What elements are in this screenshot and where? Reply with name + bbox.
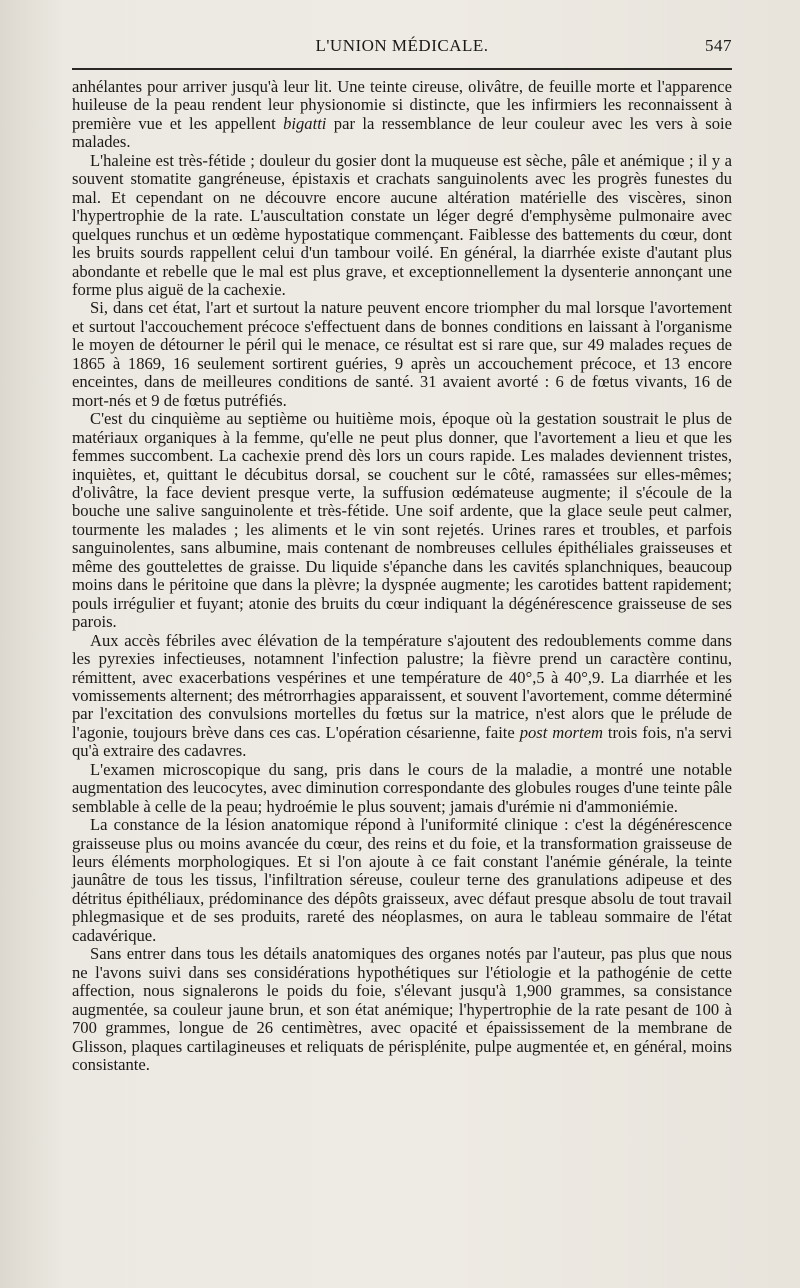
- italic-term: bigatti: [283, 113, 327, 133]
- running-head: [72, 36, 732, 62]
- paragraph-1: anhélantes pour arriver jusqu'à leur lit. Une teinte cireuse, olivâtre, de feuille morte et l'apparence huileuse de la peau rendent leur physionomie si distincte, que les infirmiers les reconnaissent à première vue et les appellent bigatti par la ressemblance de leur couleur avec les vers à soie malades.: [72, 77, 732, 152]
- paragraph-5: Aux accès fébriles avec élévation de la température s'ajoutent des redoublements comme dans les pyrexies infectieuses, notamnent l'infection palustre; la fièvre prend un caractère continu, rémittent, avec exacerbations vespérines et une température de 40°,5 à 40°,9. La diarrhée et les vomissements alternent; des métrorrhagies apparaissent, et souvent l'avortement, comme déterminé par l'excitation des convulsions mortelles du fœtus sur la matrice, n'est alors que le prélude de l'agonie, toujours brève dans ces cas. L'opération césarienne, faite post mortem trois fois, n'a servi qu'à extraire des cadavres.: [72, 630, 732, 761]
- article-body: [72, 78, 732, 1074]
- paragraph-4: C'est du cinquième au septième ou huitième mois, époque où la gestation soustrait le plus de matériaux organiques à la femme, qu'elle ne peut plus donner, que l'avortement a lieu et que les femmes succombent. La cachexie prend dès lors un cours rapide. Les malades deviennent tristes, inquiètes, et, quittant le décubitus dorsal, se couchent sur le côté, ramassées sur elles-mêmes; d'olivâtre, la face devient presque verte, la suffusion œdémateuse augmente; il s'écoule de la bouche une salive sanguinolente et très-fétide. Une soif ardente, que la glace seule peut calmer, tourmente les malades ; les aliments et le vin sont rejetés. Urines rares et troubles, et parfois sanguinolentes, sans albumine, mais contenant de nombreuses cellules épithéliales graisseuses et même des gouttelettes de graisse. Du liquide s'épanche dans les cavités splanchniques, beaucoup moins dans le péritoine que dans la plèvre; la dyspnée augmente; les carotides battent rapidement; pouls irrégulier et fuyant; atonie des bruits du cœur indiquant la dégénérescence graisseuse de ses parois.: [72, 409, 732, 632]
- paragraph-7: La constance de la lésion anatomique répond à l'uniformité clinique : c'est la dégénérescence graisseuse plus ou moins avancée du cœur, des reins et du foie, et la transformation graisseuse de leurs éléments morphologiques. Et si l'on ajoute à ce fait constant l'anémie générale, la teinte jaunâtre de tous les tissus, l'infiltration séreuse, couleur terne des granulations adipeuse et des détritus épithéliaux, prédominance des dépôts graisseux, avec défaut presque absolu de tout travail phlegmasique et de ses produits, rareté des néoplasmes, on aura le tableau sommaire de l'état cadavérique.: [72, 815, 732, 945]
- page-number: 547: [705, 36, 732, 55]
- header-rule: [72, 68, 732, 70]
- paragraph-2: L'haleine est très-fétide ; douleur du gosier dont la muqueuse est sèche, pâle et anémique ; il y a souvent stomatite gangréneuse, épistaxis et crachats sanguinolents avec les progrès funestes du mal. Et cependant on ne découvre encore aucune altération matérielle des viscères, sinon l'hypertrophie de la rate. L'auscultation constate un léger degré d'emphysème pulmonaire avec quelques runchus et un œdème hypostatique commençant. Faiblesse des battements du cœur, dont les bruits sourds rappellent celui d'un tambour voilé. En général, la diarrhée existe d'autant plus abondante et rebelle que le mal est plus grave, et exceptionnellement la dysenterie annonçant une forme plus aiguë de la cachexie.: [72, 150, 732, 299]
- paragraph-8: Sans entrer dans tous les détails anatomiques des organes notés par l'auteur, pas plus que nous ne l'avons suivi dans ses considérations hypothétiques sur l'étiologie et la pathogénie de cette affection, nous signalerons le poids du foie, s'élevant jusqu'à 1,900 grammes, sa consistance augmentée, sa couleur jaune brun, et son état anémique; l'hypertrophie de la rate pesant de 100 à 700 grammes, longue de 26 centimètres, avec opacité et épaississement de la membrane de Glisson, plaques cartilagineuses et reliquats de périsplénite, pulpe augmentée et, en général, moins consistante.: [72, 944, 732, 1075]
- paragraph-6: L'examen microscopique du sang, pris dans le cours de la maladie, a montré une notable augmentation des leucocytes, avec diminution correspondante des globules rouges d'une teinte pâle semblable à celle de la peau; hydroémie le plus souvent; jamais d'urémie ni d'ammoniémie.: [72, 759, 732, 816]
- journal-title: L'UNION MÉDICALE.: [315, 36, 489, 55]
- italic-term: post mortem: [519, 722, 603, 742]
- paragraph-3: Si, dans cet état, l'art et surtout la nature peuvent encore triompher du mal lorsque l'avortement et surtout l'accouchement précoce s'effectuent dans de bonnes conditions en laissant à l'organisme le moyen de détourner le péril qui le menace, ce résultat est si rare que, sur 49 malades reçues de 1865 à 1869, 16 seulement sortirent guéries, 9 après un accouchement précoce, et 13 encore enceintes, dans de meilleures conditions de santé. 31 avaient avorté : 6 de fœtus vivants, 16 de mort-nés et 9 de fœtus putréfiés.: [72, 298, 732, 410]
